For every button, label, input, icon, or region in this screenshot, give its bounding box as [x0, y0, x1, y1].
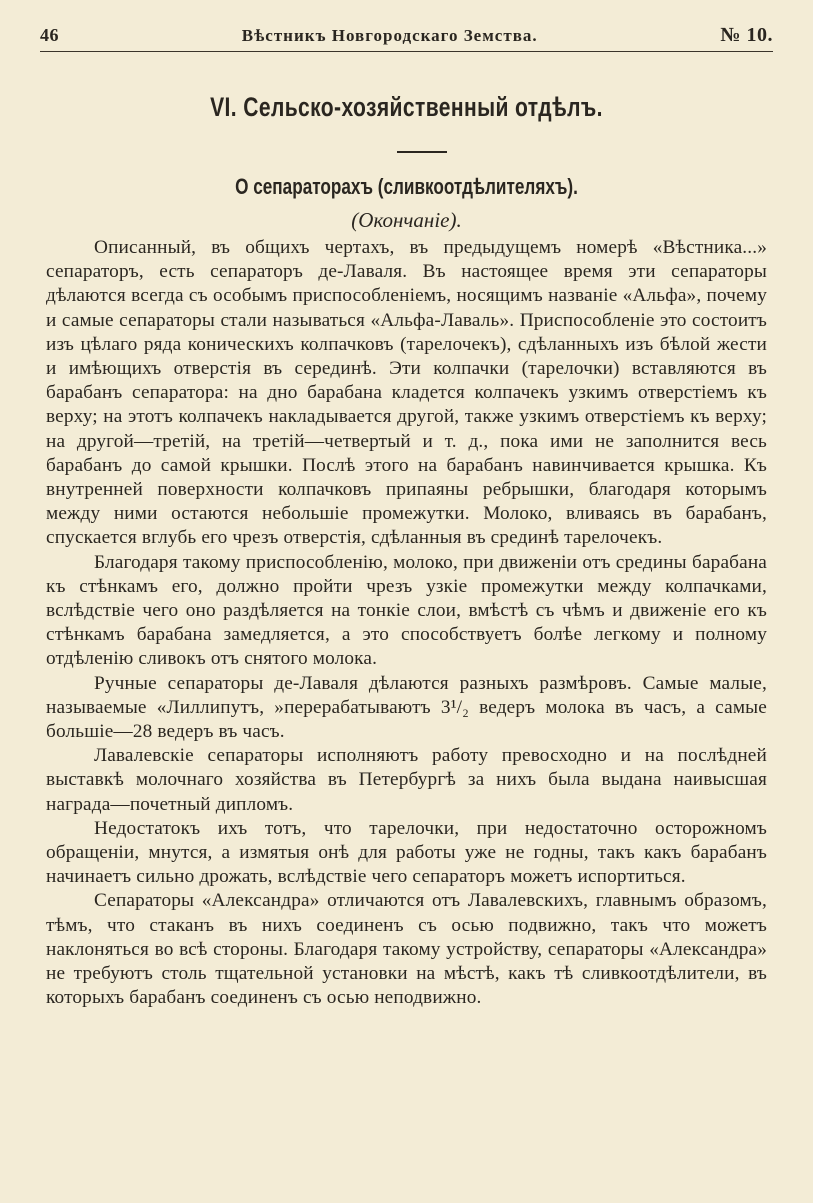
article-subtitle — [0, 208, 813, 233]
paragraph: Недостатокъ ихъ тотъ, что тарелочки, при недостаточно осторожномъ обращеніи, мнутся, а измятыя онѣ для работы уже не годны, такъ какъ барабанъ начинаетъ сильно дрожать, вслѣдствіе чего сепараторъ можетъ испортиться. — [46, 817, 767, 888]
header-rule — [40, 51, 773, 52]
journal-title: Вѣстникъ Новгородскаго Земства. — [241, 26, 538, 45]
section-divider — [397, 151, 447, 153]
page-number: 46 — [40, 25, 59, 45]
section-title: VI. Сельско-хозяйственный отдѣлъ. — [210, 92, 603, 122]
running-header — [40, 24, 773, 50]
paragraph: Благодаря такому приспособленію, молоко, при движеніи отъ средины барабана къ стѣнкамъ его, должно пройти чрезъ узкіе промежутки между колпачками, вслѣдствіе чего оно раздѣляется на тонкіе слои, вмѣстѣ съ чѣмъ и движеніе его къ стѣнкамъ барабана замедляется, а это способствуетъ болѣе легкому и полному отдѣленію сливокъ отъ снятого молока. — [46, 551, 767, 670]
subtitle-text: (Окончаніе). — [351, 208, 462, 232]
article-body — [46, 236, 767, 1011]
paragraph: Ручные сепараторы де-Лаваля дѣлаются разныхъ размѣровъ. Самые малые, называемые «Лиллипутъ, »перерабатываютъ 3¹/₂ ведеръ молока въ часъ, а самые большіе—28 ведеръ въ часъ. — [46, 672, 767, 743]
article-title: О сепараторахъ (сливкоотдѣлителяхъ). — [235, 174, 578, 199]
paragraph: Лавалевскіе сепараторы исполняютъ работу превосходно и на послѣдней выставкѣ молочнаго хозяйства въ Петербургѣ за нихъ была выдана наивысшая награда—почетный дипломъ. — [46, 745, 767, 815]
paragraph: Описанный, въ общихъ чертахъ, въ предыдущемъ номерѣ «Вѣстника...» сепараторъ, есть сепараторъ де-Лаваля. Въ настоящее время эти сепараторы дѣлаются всегда съ особымъ приспособленіемъ, носящимъ названіе «Альфа», почему и самые сепараторы стали называться «Альфа-Лаваль». Приспособленіе это состоитъ изъ цѣлаго ряда коническихъ колпачковъ (тарелочекъ), сдѣланныхъ изъ бѣлой жести и имѣющихъ отверстія въ серединѣ. Эти колпачки (тарелочки) вставляются въ барабанъ сепаратора: на дно барабана кладется колпачекъ узкимъ отверстіемъ къ верху; на этотъ колпачекъ накладывается другой, также узкимъ отверстіемъ къ верху; на другой—третій, на третій—четвертый и т. д., пока ими не заполнится весь барабанъ до самой крышки. Послѣ этого на барабанъ навинчивается крышка. Къ внутренней поверхности колпачковъ припаяны ребрышки, благодаря которымъ между ними остаются небольшіе промежутки. Молоко, вливаясь въ барабанъ, спускается вглубь его чрезъ отверстія, сдѣланныя въ срединѣ тарелочекъ. — [46, 237, 767, 549]
paragraph: Сепараторы «Александра» отличаются отъ Лавалевскихъ, главнымъ образомъ, тѣмъ, что стаканъ въ нихъ соединенъ съ осью подвижно, такъ что можетъ наклоняться во всѣ стороны. Благодаря такому устройству, сепараторы «Александра» не требуютъ столь тщательной установки на мѣстѣ, какъ тѣ сливкоотдѣлители, въ которыхъ барабанъ соединенъ съ осью неподвижно. — [46, 890, 767, 1009]
issue-number: № 10. — [720, 24, 773, 46]
